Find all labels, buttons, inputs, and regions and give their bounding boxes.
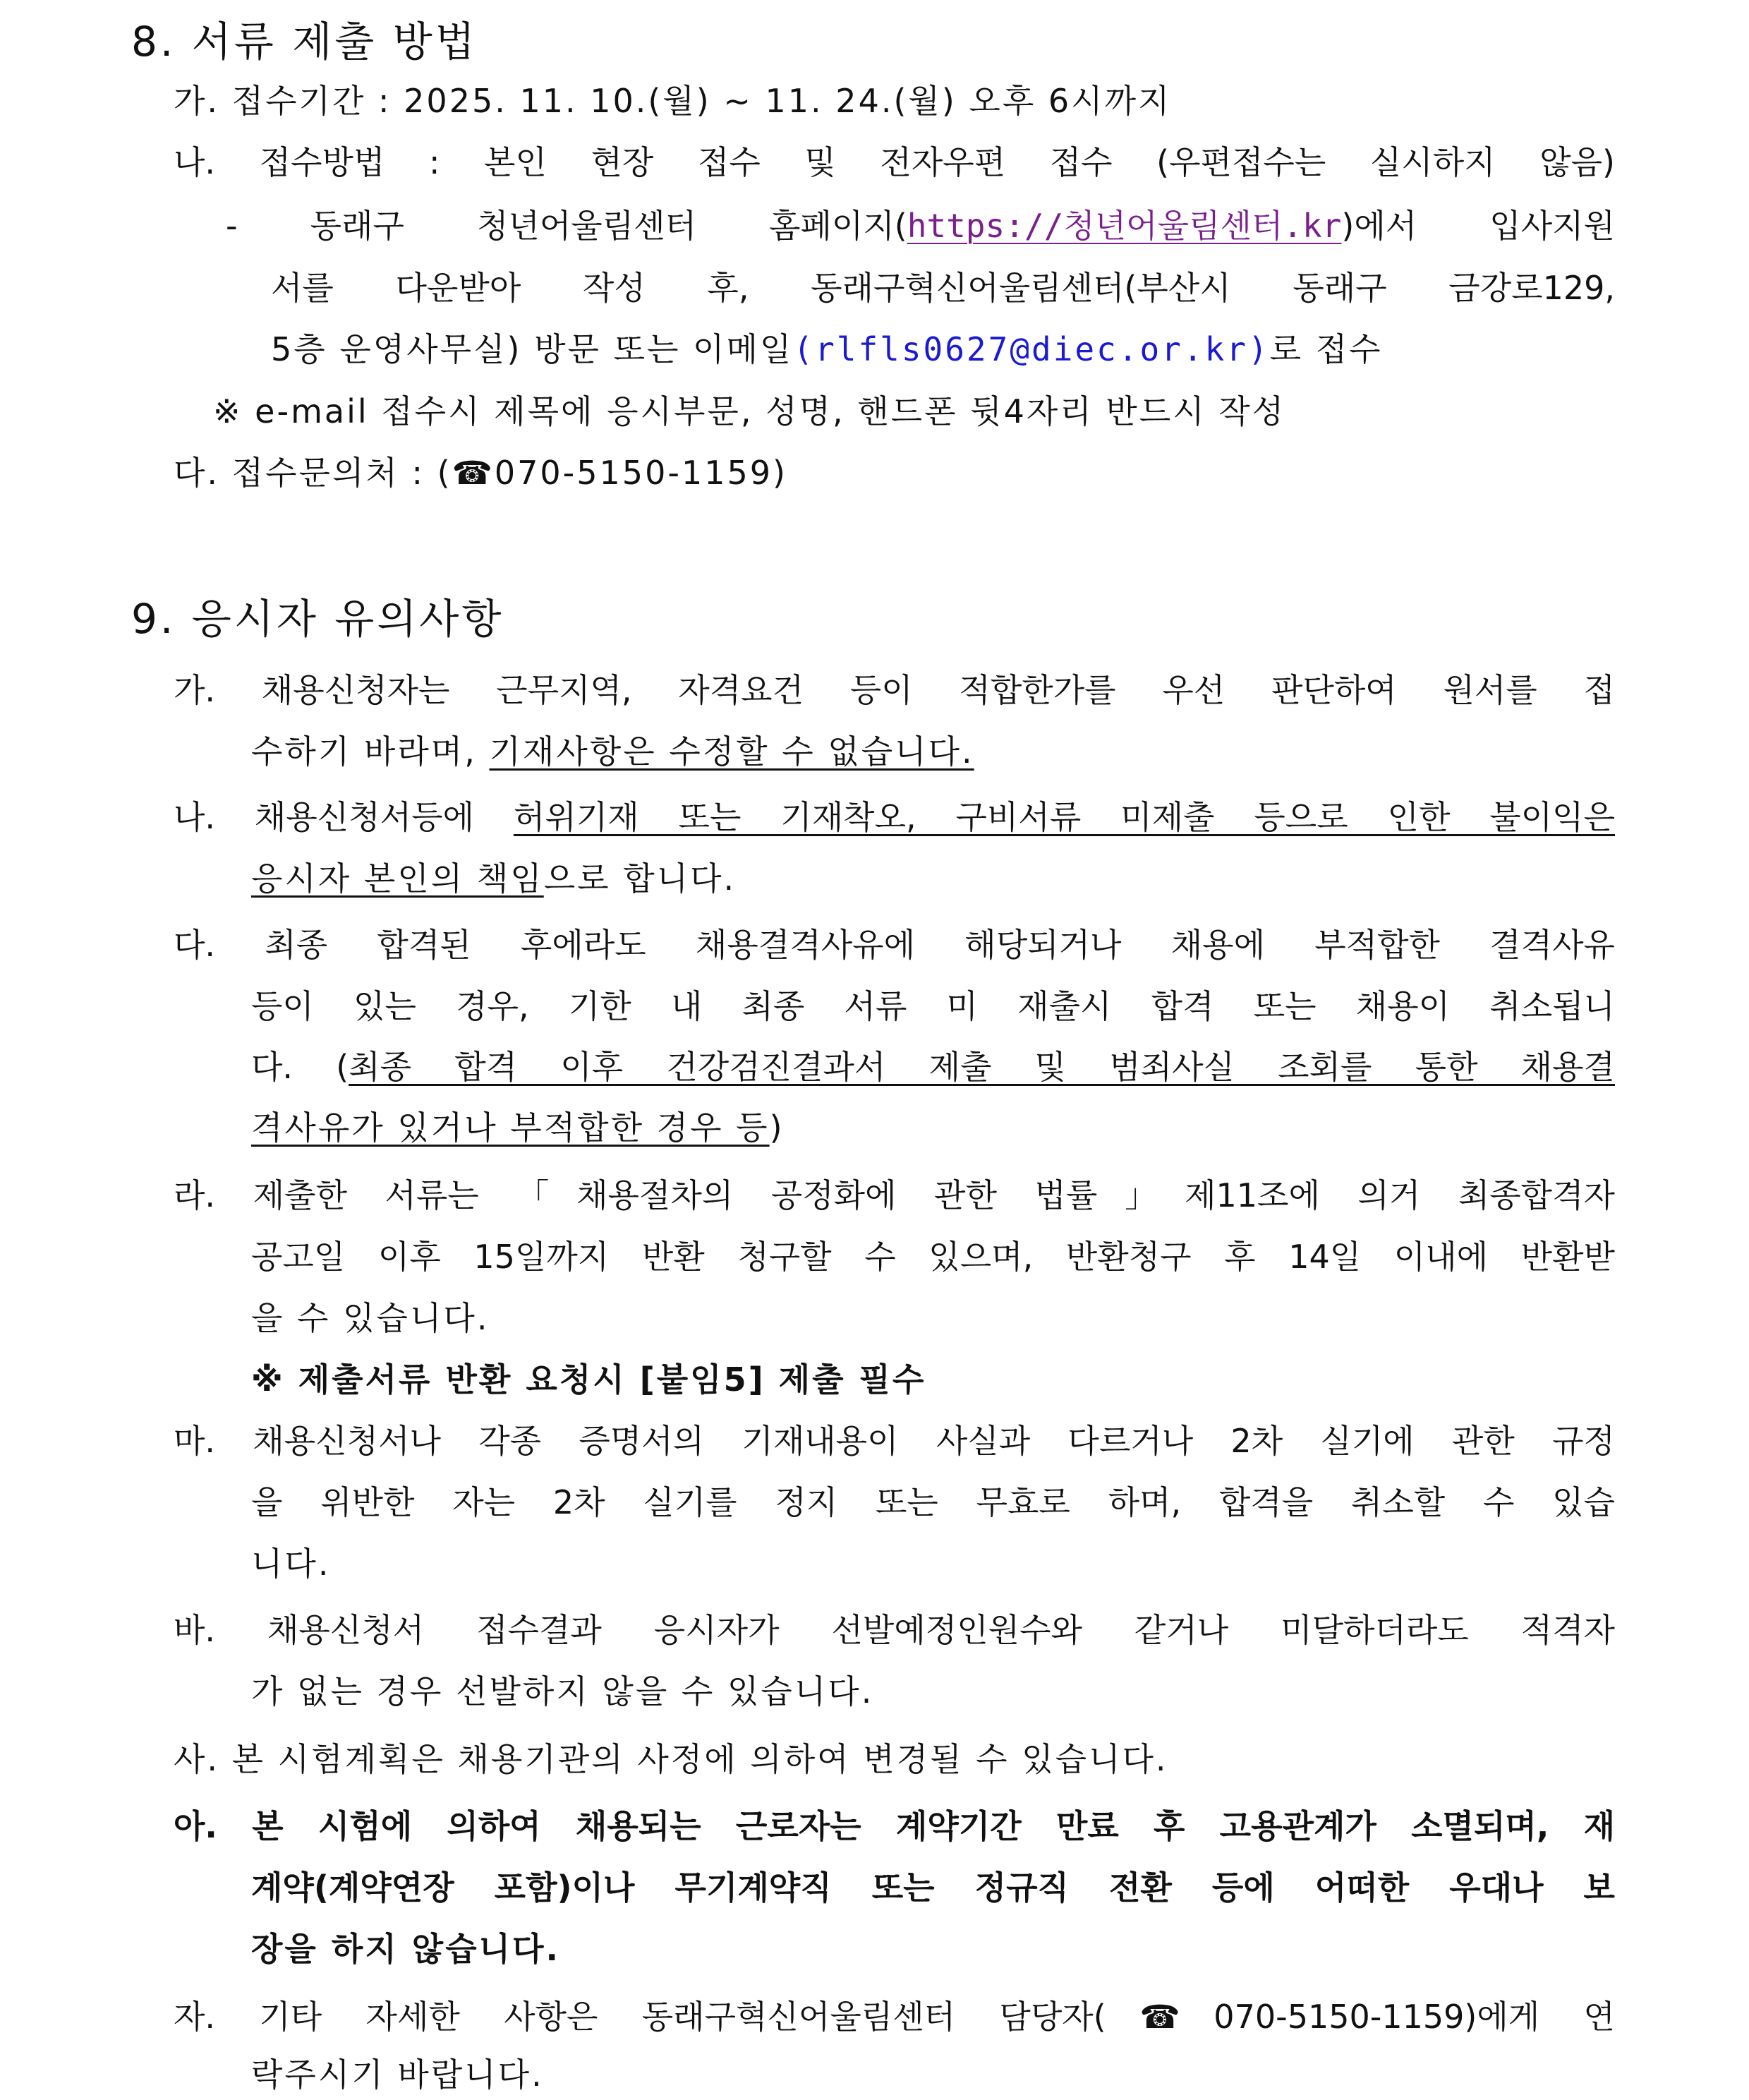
s9-da3-pre: 다. ( <box>251 1048 349 1086</box>
s9-ba-line-2: 가 없는 경우 선발하지 않을 수 있습니다. <box>251 1672 874 1710</box>
s9-ja-line-1 <box>174 1996 1615 2038</box>
s9-ra-line-3: 을 수 있습니다. <box>251 1299 490 1337</box>
s9-ma-line-2: 을 위반한 자는 2차 실기를 정지 또는 무효로 하며, 합격을 취소할 수 있습 <box>251 1483 1615 1521</box>
s9-ra-line-2: 공고일 이후 15일까지 반환 청구할 수 있으며, 반환청구 후 14일 이내에 반환받 <box>251 1238 1615 1276</box>
s8-dash-line <box>226 205 1615 247</box>
s9-ga-line-2 <box>251 730 974 773</box>
s9-ra-line-1: 라. 제출한 서류는 「채용절차의 공정화에 관한 법률」제11조에 의거 최종합격자 <box>174 1176 1615 1214</box>
s9-sa-line-1: 사. 본 시험계획은 채용기관의 사정에 의하여 변경될 수 있습니다. <box>174 1740 1168 1778</box>
s9-ma-line-1: 마. 채용신청서나 각종 증명서의 기재내용이 사실과 다르거나 2차 실기에 관한 규정 <box>174 1422 1615 1460</box>
phone-icon: ☎ <box>1106 1998 1214 2036</box>
s8-line3-pre: 5층 운영사무실) 방문 또는 이메일 <box>271 330 794 368</box>
s9-na2-underlined: 응시자 본인의 책임 <box>251 859 544 898</box>
s8-dash-line-2: 서를 다운받아 작성 후, 동래구혁신어울림센터(부산시 동래구 금강로129, <box>271 269 1615 307</box>
s9-da-line-3 <box>251 1046 1615 1088</box>
s9-ga-line-1: 가. 채용신청자는 근무지역, 자격요건 등이 적합한가를 우선 판단하여 원서를 접 <box>174 671 1615 709</box>
s9-ja-line-2: 락주시기 바랍니다. <box>251 2056 544 2094</box>
s8-dash-post: )에서 입사지원 <box>1341 207 1616 245</box>
s8-item-na: 나. 접수방법 : 본인 현장 접수 및 전자우편 접수 (우편접수는 실시하지 않음) <box>174 143 1615 181</box>
s9-na1-pre: 나. 채용신청서등에 <box>174 798 474 836</box>
s9-aa-line-1: 아. 본 시험에 의하여 채용되는 근로자는 계약기간 만료 후 고용관계가 소멸되며, 재 <box>174 1807 1615 1845</box>
s8-da-pre: 다. 접수문의처 : ( <box>174 454 452 492</box>
s9-ba-line-1: 바. 채용신청서 접수결과 응시자가 선발예정인원수와 같거나 미달하더라도 적격자 <box>174 1611 1615 1649</box>
s9-ra-note: ※ 제출서류 반환 요청시 [붙임5] 제출 필수 <box>251 1360 926 1399</box>
email-link[interactable]: (rlfls0627@diec.or.kr) <box>793 330 1270 368</box>
s8-item-da <box>174 452 787 494</box>
s8-da-post: 070-5150-1159) <box>494 454 787 492</box>
s9-ja1-post: 070-5150-1159)에게 연 <box>1214 1998 1615 2036</box>
s8-note: ※ e-mail 접수시 제목에 응시부문, 성명, 핸드폰 뒷4자리 반드시 작성 <box>213 392 1286 430</box>
s9-da-line-4 <box>251 1106 785 1149</box>
s9-da-line-2: 등이 있는 경우, 기한 내 최종 서류 미 재출시 합격 또는 채용이 취소됩니 <box>251 987 1615 1025</box>
s9-ma-line-3: 니다. <box>251 1545 331 1583</box>
s8-line3-post: 로 접수 <box>1269 330 1383 368</box>
s8-dash-pre: - 동래구 청년어울림센터 홈페이지( <box>226 207 907 245</box>
homepage-link[interactable]: https://청년어울림센터.kr <box>907 207 1342 245</box>
section-9-heading: 9. 응시자 유의사항 <box>131 595 504 643</box>
s9-na1-underlined: 허위기재 또는 기재착오, 구비서류 미제출 등으로 인한 불이익은 <box>513 798 1616 836</box>
s9-aa-line-2: 계약(계약연장 포함)이나 무기계약직 또는 정규직 전환 등에 어떠한 우대나 보 <box>251 1869 1615 1907</box>
s9-da-line-1: 다. 최종 합격된 후에라도 채용결격사유에 해당되거나 채용에 부적합한 결격사유 <box>174 926 1615 964</box>
section-8-heading: 8. 서류 제출 방법 <box>131 18 478 66</box>
s9-na-line-1 <box>174 796 1615 838</box>
s9-da4-post: ) <box>769 1109 785 1147</box>
s9-aa-line-3: 장을 하지 않습니다. <box>251 1930 560 1968</box>
s8-item-ga: 가. 접수기간 : 2025. 11. 10.(월) ~ 11. 24.(월) 오후 6시까지 <box>174 82 1172 120</box>
s9-ga2-underlined: 기재사항은 수정할 수 없습니다. <box>489 732 974 771</box>
s9-da4-underlined: 격사유가 있거나 부적합한 경우 등 <box>251 1109 770 1147</box>
s9-na2-post: 으로 합니다. <box>543 859 737 898</box>
phone-icon: ☎ <box>452 454 495 492</box>
s9-da3-underlined: 최종 합격 이후 건강검진결과서 제출 및 범죄사실 조회를 통한 채용결 <box>349 1048 1615 1086</box>
s9-na-line-2 <box>251 857 736 900</box>
s8-dash-line-3 <box>271 328 1383 370</box>
s9-ja1-pre: 자. 기타 자세한 사항은 동래구혁신어울림센터 담당자( <box>174 1998 1106 2036</box>
s9-ga2-pre: 수하기 바라며, <box>251 732 477 771</box>
